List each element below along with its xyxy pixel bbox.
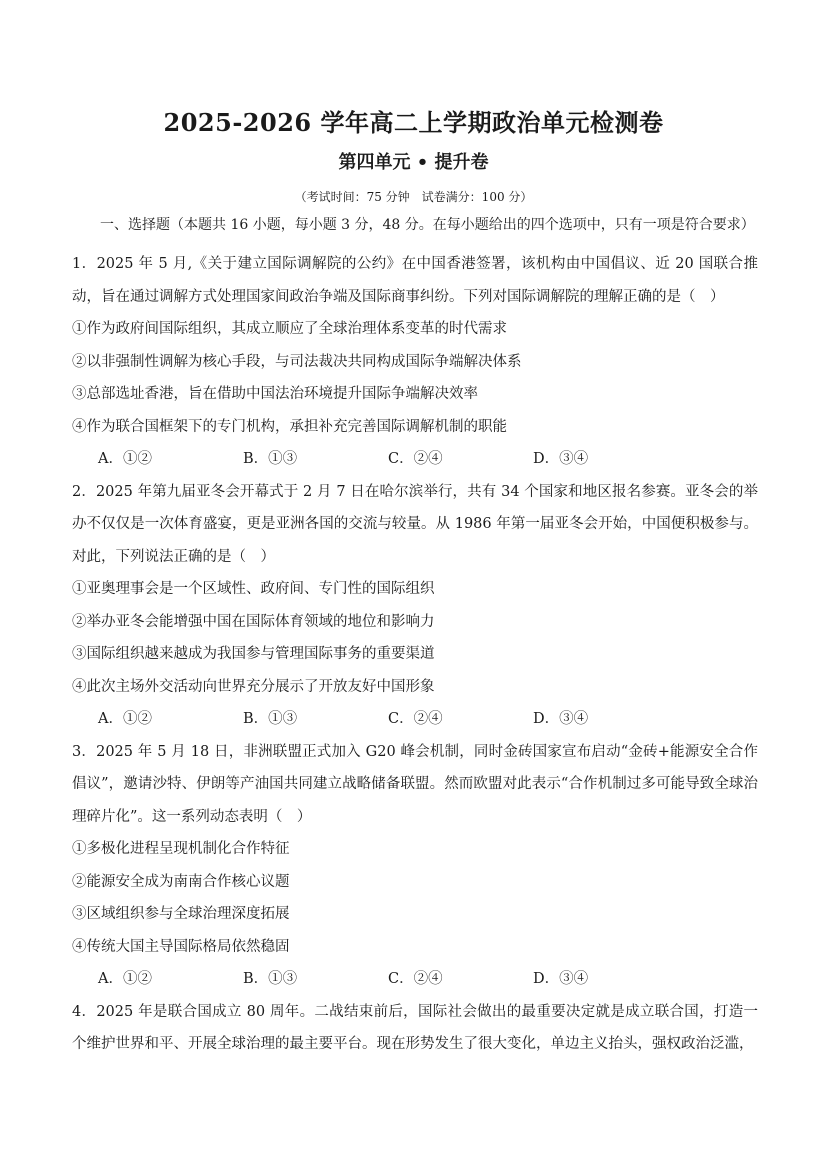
exam-timing-note: （考试时间：75 分钟 试卷满分：100 分） [294, 190, 533, 204]
choice-b: B．①③ [243, 971, 298, 987]
choice-c: C．②④ [388, 451, 443, 467]
statement-1: ①亚奥理事会是一个区域性、政府间、专门性的国际组织 [72, 581, 435, 597]
question-3 [72, 736, 758, 996]
choice-b: B．①③ [243, 451, 298, 467]
statement-3: ③区域组织参与全球治理深度拓展 [72, 906, 290, 922]
statement-4: ④传统大国主导国际格局依然稳固 [72, 938, 290, 955]
question-4 [72, 996, 758, 1061]
choice-d: D．③④ [533, 451, 589, 467]
statement-4: ④此次主场外交活动向世界充分展示了开放友好中国形象 [72, 678, 435, 695]
statement-2: ②以非强制性调解为核心手段，与司法裁决共同构成国际争端解决体系 [72, 353, 522, 370]
answer-choices [72, 703, 758, 736]
statement-2: ②举办亚冬会能增强中国在国际体育领域的地位和影响力 [72, 613, 435, 630]
question-list [72, 248, 758, 1061]
choice-a: A．①② [98, 711, 152, 727]
question-1 [72, 248, 758, 476]
statement-3: ③国际组织越来越成为我国参与管理国际事务的重要渠道 [72, 646, 435, 662]
section-heading: 一、选择题（本题共 16 小题，每小题 3 分，48 分。在每小题给出的四个选项中，只有一项是符合要求） [100, 217, 755, 233]
question-2 [72, 476, 758, 736]
choice-b: B．①③ [243, 711, 298, 727]
statement-2: ②能源安全成为南南合作核心议题 [72, 873, 290, 890]
answer-choices [72, 963, 758, 996]
statement-1: ①多极化进程呈现机制化合作特征 [72, 841, 290, 857]
statement-4: ④作为联合国框架下的专门机构，承担补充完善国际调解机制的职能 [72, 418, 507, 435]
statement-1: ①作为政府间国际组织，其成立顺应了全球治理体系变革的时代需求 [72, 321, 507, 337]
choice-c: C．②④ [388, 711, 443, 727]
statement-3: ③总部选址香港，旨在借助中国法治环境提升国际争端解决效率 [72, 386, 478, 402]
page-title: 2025-2026 学年高二上学期政治单元检测卷 [163, 108, 664, 137]
choice-a: A．①② [98, 451, 152, 467]
question-stem: 3．2025 年 5 月 18 日，非洲联盟正式加入 G20 峰会机制，同时金砖国家宣布启动“金砖+能源安全合作倡议”，邀请沙特、伊朗等产油国共同建立战略储备联盟。然而欧盟对此表示“合作机制过多可能导致全球治理碎片化”。这一系列动态表明（ ） [72, 743, 758, 825]
choice-d: D．③④ [533, 711, 589, 727]
choice-c: C．②④ [388, 971, 443, 987]
question-stem: 1．2025 年 5 月,《关于建立国际调解院的公约》在中国香港签署，该机构由中国倡议、近 20 国联合推动，旨在通过调解方式处理国家间政治争端及国际商事纠纷。下列对国际调解院的理解正确的是（ ） [72, 256, 758, 305]
question-stem: 2．2025 年第九届亚冬会开幕式于 2 月 7 日在哈尔滨举行，共有 34 个国家和地区报名参赛。亚冬会的举办不仅仅是一次体育盛宴，更是亚洲各国的交流与较量。从 1986 年第一届亚冬会开始，中国便积极参与。对此，下列说法正确的是（ ） [72, 483, 758, 565]
page-subtitle: 第四单元 • 提升卷 [338, 152, 489, 173]
choice-d: D．③④ [533, 971, 589, 987]
choice-a: A．①② [98, 971, 152, 987]
answer-choices [72, 443, 758, 476]
question-stem: 4．2025 年是联合国成立 80 周年。二战结束前后，国际社会做出的最重要决定就是成立联合国，打造一个维护世界和平、开展全球治理的最主要平台。现在形势发生了很大变化，单边主义抬头，强权政治泛滥， [72, 1003, 758, 1052]
